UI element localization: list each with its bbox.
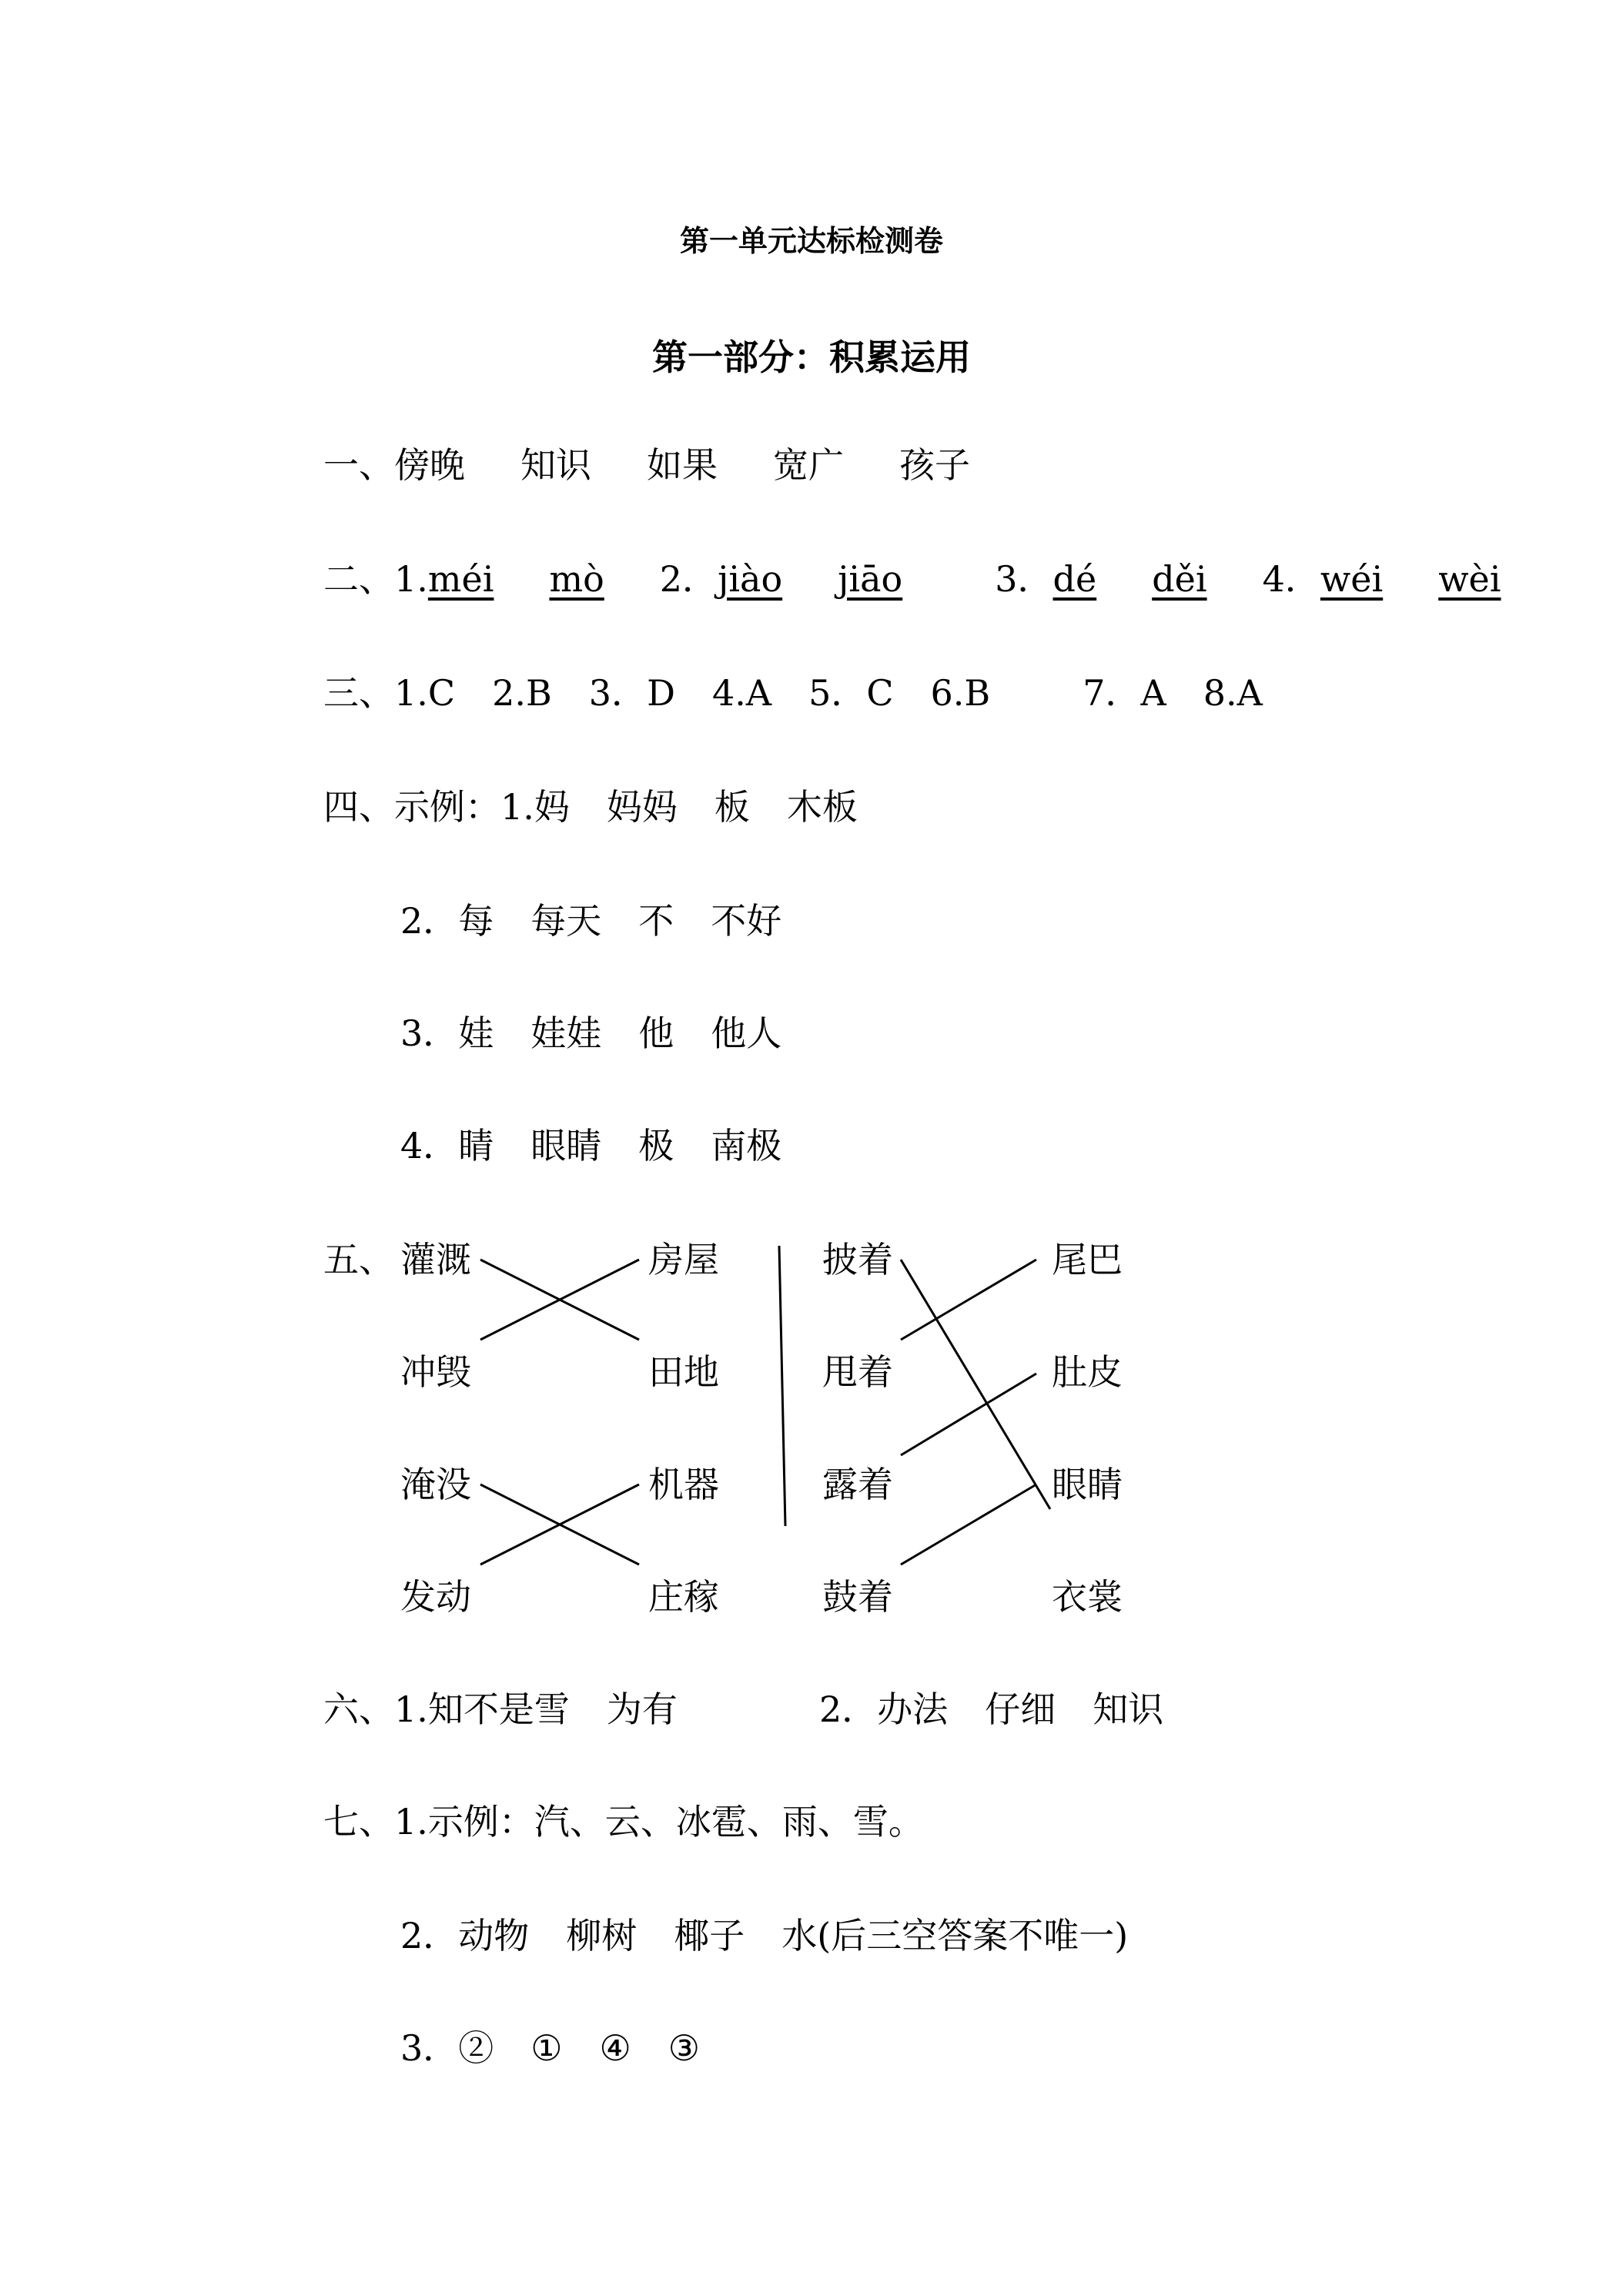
connector-line [480,1260,639,1340]
q4-word: 睛 [458,1125,494,1166]
q5-left-b-3: 机器 [648,1464,719,1505]
q4-word: 每天 [530,900,602,942]
connector-line [901,1374,1036,1455]
q5-right-a-2: 甩着 [822,1351,893,1393]
q5-right-a-1: 披着 [822,1239,893,1280]
q6-part1: 1.知不是雪 [394,1689,570,1730]
q3-item: 1.C [394,672,456,714]
q2-num: 1. [394,558,428,600]
q4-row-3 [400,1010,781,1056]
q3-item: 5．C [808,672,894,714]
q1-word: 知识 [520,444,591,486]
q6-part1b: 为有 [606,1689,678,1730]
q7-order: ② [458,2027,494,2069]
q5-right-b-2: 肚皮 [1052,1351,1123,1393]
q4-num: 1. [500,786,534,828]
q2-num: 2． [659,558,718,600]
q4-row-4 [400,1123,781,1169]
q4-word: 极 [638,1125,674,1166]
connector-line [901,1260,1050,1509]
q4-word: 娃 [458,1012,494,1054]
q7-order: ④ [599,2027,631,2069]
q3-answer [323,670,1263,716]
q7-order: ③ [668,2027,701,2069]
q6-answer-2 [819,1686,1163,1732]
q5-right-a-4: 鼓着 [822,1576,893,1618]
q3-item: 3．D [588,672,675,714]
connector-line [480,1484,639,1565]
q7-num: 3． [400,2027,459,2069]
q7-num: 2． [400,1915,459,1956]
part-title: 第一部分：积累运用 [652,336,971,378]
q4-word: 他 [638,1012,674,1054]
q4-word: 不 [638,900,674,942]
q3-item: 4.A [711,672,772,714]
q1-label: 一、 [323,444,394,486]
q5-label: 五、 [323,1239,394,1280]
q5-left-b-2: 田地 [648,1351,719,1393]
q3-item: 8.A [1203,672,1263,714]
q4-num: 3． [400,1012,459,1054]
divider-line [779,1246,785,1526]
q7-word: 动物 [458,1915,530,1956]
q4-label: 四、 [323,786,394,828]
q1-answer [323,442,970,488]
q3-label: 三、 [323,672,394,714]
q1-word: 宽广 [773,444,844,486]
connector-line [901,1260,1036,1340]
q5-left-b-4: 庄稼 [648,1576,719,1618]
q7-tail: 水(后三空答案不唯一) [781,1915,1129,1956]
q4-word: 妈 [534,786,570,828]
q1-word: 如果 [647,444,718,486]
q4-word: 南极 [711,1125,782,1166]
q2-pinyin: jiāo [838,558,903,600]
q5-left-b-1: 房屋 [648,1239,719,1280]
q4-word: 眼睛 [530,1125,602,1166]
q7-order: ① [530,2027,563,2069]
q4-row-1 [323,784,858,830]
q2-pinyin: děi [1152,558,1207,600]
q4-word: 板 [714,786,750,828]
q2-label: 二、 [323,558,394,600]
q2-answer [323,556,1501,602]
q4-prefix: 示例： [394,786,500,828]
q2-pinyin: méi [427,558,494,600]
connector-line [901,1484,1036,1565]
q7-row-1 [323,1799,924,1845]
q5-right-a-3: 露着 [822,1464,893,1505]
q5-right-b-3: 眼睛 [1052,1464,1123,1505]
connector-line [480,1484,639,1565]
q4-word: 他人 [711,1012,782,1054]
q5-left-a-1: 灌溉 [400,1239,471,1280]
q6-word: 办法 [877,1689,949,1730]
q5-right-b-1: 尾巴 [1052,1239,1123,1280]
q3-item: 6.B [930,672,991,714]
q7-row-2 [400,1913,1128,1959]
q4-row-2 [400,898,781,944]
q2-pinyin: mò [549,558,604,600]
q2-pinyin: wéi [1320,558,1384,600]
q2-num: 3． [995,558,1053,600]
q7-label: 七、 [323,1801,394,1842]
q7-row-3 [400,2025,700,2071]
q3-item: 2.B [492,672,552,714]
q5-right-b-4: 衣裳 [1052,1576,1123,1618]
q2-pinyin: jiào [718,558,783,600]
q6-word: 知识 [1093,1689,1164,1730]
q7-word: 柳树 [566,1915,637,1956]
q3-item: 7．A [1083,672,1166,714]
q5-left-a-3: 淹没 [400,1464,471,1505]
q4-word: 每 [458,900,494,942]
connector-line [480,1260,639,1340]
q5-left-a-4: 发动 [400,1576,471,1618]
q2-pinyin: dé [1052,558,1097,600]
q4-word: 娃娃 [530,1012,602,1054]
q7-text: 1.示例：汽、云、冰雹、雨、雪。 [394,1801,924,1842]
q4-word: 妈妈 [606,786,678,828]
q4-word: 不好 [711,900,782,942]
q6-num: 2． [819,1689,878,1730]
q4-num: 2． [400,900,459,942]
q4-word: 木板 [786,786,858,828]
q6-answer [323,1686,678,1732]
q2-num: 4． [1262,558,1320,600]
page-title: 第一单元达标检测卷 [679,224,943,258]
q7-word: 椰子 [674,1915,745,1956]
q2-pinyin: wèi [1438,558,1501,600]
q6-word: 仔细 [985,1689,1056,1730]
q1-word: 孩子 [899,444,970,486]
q1-word: 傍晚 [394,444,465,486]
q6-label: 六、 [323,1689,394,1730]
q5-left-a-2: 冲毁 [400,1351,471,1393]
q4-num: 4． [400,1125,459,1166]
